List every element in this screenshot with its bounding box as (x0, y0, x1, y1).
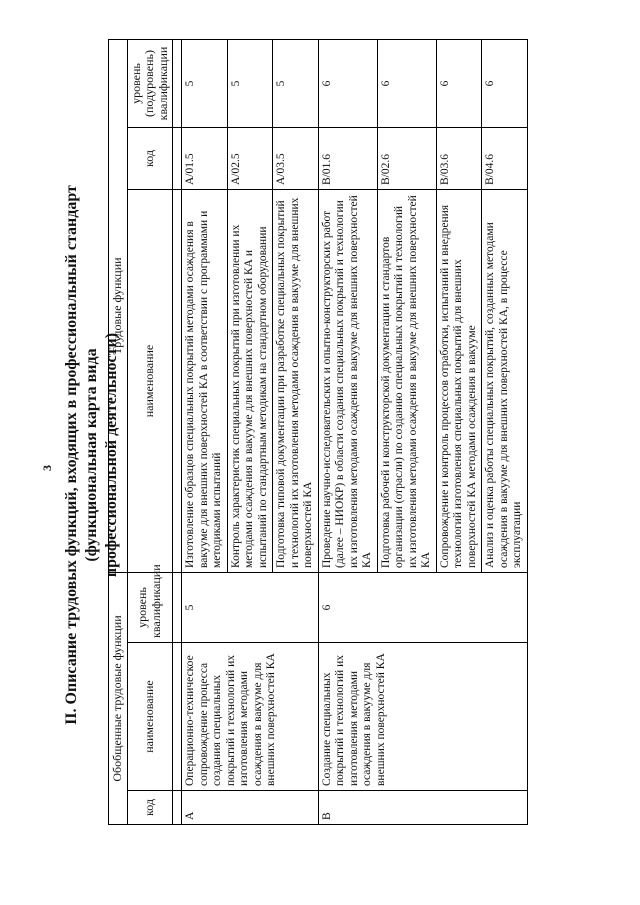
tf-code: B/04.6 (482, 128, 528, 190)
tf-level: 5 (273, 40, 319, 128)
blank-cell (173, 128, 182, 190)
tf-level: 6 (377, 40, 436, 128)
tf-code: A/01.5 (182, 128, 228, 190)
tf-level: 6 (482, 40, 528, 128)
tf-name: Изготовление образцов специальных покрытий методами осаждения в вакууме для внешних поверхностей КА в соответствии с программами и методиками испытаний (182, 190, 228, 573)
gtf-code: B (318, 791, 527, 825)
tf-code: A/03.5 (273, 128, 319, 190)
heading-line-2: профессиональной деятельности) (103, 332, 120, 578)
tf-level: 5 (227, 40, 273, 128)
blank-cell (173, 643, 182, 791)
gtf-level: 5 (182, 573, 319, 643)
tf-level: 5 (182, 40, 228, 128)
tf-name: Подготовка рабочей и конструкторской документации и стандартов организации (отрасли) по созданию специальных покрытий и технологий их изготовления методами осаждения в вакууме для внешних поверхностей КА (377, 190, 436, 573)
tf-level: 6 (318, 40, 377, 128)
gtf-name: Создание специальных покрытий и технологий их изготовления методами осаждения в вакууме для внешних поверхностей КА (318, 643, 527, 791)
gtf-level: 6 (318, 573, 527, 643)
col-level-header: уровень квалификации (127, 573, 173, 643)
tf-code: B/02.6 (377, 128, 436, 190)
blank-cell (173, 791, 182, 825)
generalized-functions-header: Обобщенные трудовые функции (109, 573, 128, 825)
blank-cell (173, 573, 182, 643)
col-code-header: код (127, 791, 173, 825)
tf-code: A/02.5 (227, 128, 273, 190)
gtf-name: Операционно-техническое сопровождение процесса создания специальных покрытий и технологий их изготовления методами осаждения в вакууме для внешних поверхностей КА (182, 643, 319, 791)
heading-line-1: II. Описание трудовых функций, входящих в профессиональный стандарт (функциональная карта вида (63, 185, 100, 725)
gtf-code: A (182, 791, 319, 825)
tf-name: Проведение научно-исследовательских и опытно-конструкторских работ (далее – НИОКР) в области создания специальных покрытий и технологии их изготовления методами осаждения в вакууме для внешних поверхностей КА (318, 190, 377, 573)
tf-code: B/03.6 (436, 128, 482, 190)
col-tf-level-header: уровень (подуровень) квалификации (127, 40, 173, 128)
tf-name: Сопровождение и контроль процессов отработки, испытаний и внедрения технологий изготовления специальных покрытий для внешних поверхностей КА методами осаждения в вакууме (436, 190, 482, 573)
col-tf-name-header: наименование (127, 190, 173, 573)
tf-code: B/01.6 (318, 128, 377, 190)
col-name-header: наименование (127, 643, 173, 791)
table-row (182, 40, 228, 825)
tf-name: Подготовка типовой документации при разработке специальных покрытий и технологий их изготовления методами осаждения в вакууме для внешних поверхностей КА (273, 190, 319, 573)
tf-name: Контроль характеристик специальных покрытий при изготовлении их методами осаждения в вакууме для внешних поверхностей КА и испытаний по стандартным методикам на стандартном оборудовании (227, 190, 273, 573)
functional-map-table (108, 39, 528, 825)
blank-cell (173, 190, 182, 573)
table-row (318, 40, 377, 825)
tf-name: Анализ и оценка работы специальных покрытий, созданных методами осаждения в вакууме для внешних поверхностей КА, в процессе эксплуатации (482, 190, 528, 573)
col-tf-code-header: код (127, 128, 173, 190)
tf-level: 6 (436, 40, 482, 128)
labor-functions-header: Трудовые функции (109, 40, 128, 573)
page-number: 3 (40, 465, 54, 471)
blank-cell (173, 40, 182, 128)
